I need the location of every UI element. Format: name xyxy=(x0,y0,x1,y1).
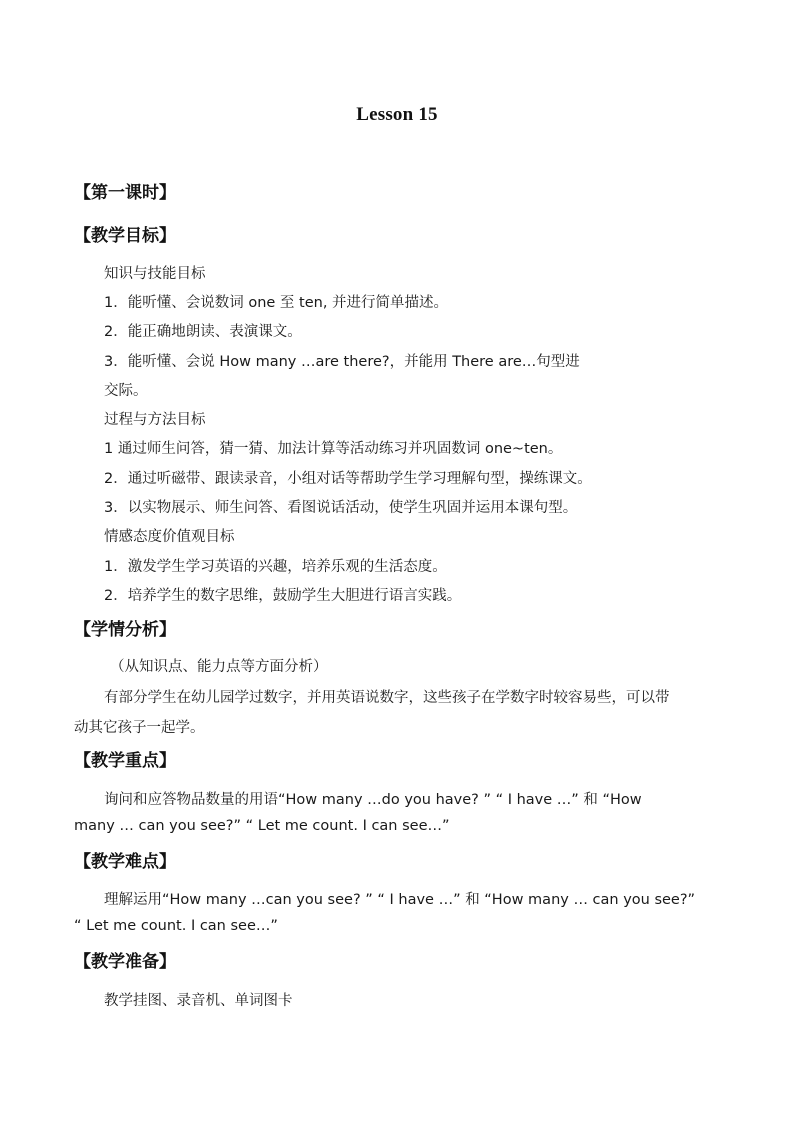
difficulties-line-1: 理解运用“How many …can you see? ” “ I have …” 和 “How many … can you see?” xyxy=(104,892,696,908)
analysis-note: （从知识点、能力点等方面分析） xyxy=(110,659,328,675)
preparation-line-1: 教学挂图、录音机、单词图卡 xyxy=(104,993,293,1009)
document-title: Lesson 15 xyxy=(356,104,438,125)
knowledge-objectives-heading: 知识与技能目标 xyxy=(104,266,206,282)
key-points-line-2: many … can you see?” “ Let me count. I can see…” xyxy=(74,818,450,834)
emotion-objectives-heading: 情感态度价值观目标 xyxy=(104,529,235,545)
preparation-heading: 【教学准备】 xyxy=(74,952,176,972)
emotion-objective-1: 1．激发学生学习英语的兴趣，培养乐观的生活态度。 xyxy=(104,559,447,575)
objectives-heading: 【教学目标】 xyxy=(74,226,176,246)
difficulties-line-2: “ Let me count. I can see…” xyxy=(74,918,278,934)
process-objectives-heading: 过程与方法目标 xyxy=(104,412,206,428)
difficulties-heading: 【教学难点】 xyxy=(74,852,176,872)
key-points-line-1: 询问和应答物品数量的用语“How many …do you have? ” “ I have …” 和 “How xyxy=(104,792,642,808)
analysis-line-2: 动其它孩子一起学。 xyxy=(74,720,205,736)
process-objective-2: 2．通过听磁带、跟读录音，小组对话等帮助学生学习理解句型，操练课文。 xyxy=(104,471,592,487)
knowledge-objective-2: 2．能正确地朗读、表演课文。 xyxy=(104,324,302,340)
period-heading: 【第一课时】 xyxy=(74,183,176,203)
knowledge-objective-3-cont: 交际。 xyxy=(104,383,148,399)
analysis-heading: 【学情分析】 xyxy=(74,620,176,640)
key-points-heading: 【教学重点】 xyxy=(74,751,176,771)
process-objective-3: 3．以实物展示、师生问答、看图说话活动，使学生巩固并运用本课句型。 xyxy=(104,500,578,516)
analysis-line-1: 有部分学生在幼儿园学过数字，并用英语说数字，这些孩子在学数字时较容易些，可以带 xyxy=(104,690,670,706)
knowledge-objective-3: 3．能听懂、会说 How many …are there?，并能用 There are…句型进 xyxy=(104,354,580,370)
emotion-objective-2: 2．培养学生的数字思维，鼓励学生大胆进行语言实践。 xyxy=(104,588,462,604)
knowledge-objective-1: 1．能听懂、会说数词 one 至 ten, 并进行简单描述。 xyxy=(104,295,449,311)
process-objective-1: 1 通过师生问答，猜一猜、加法计算等活动练习并巩固数词 one~ten。 xyxy=(104,441,563,457)
